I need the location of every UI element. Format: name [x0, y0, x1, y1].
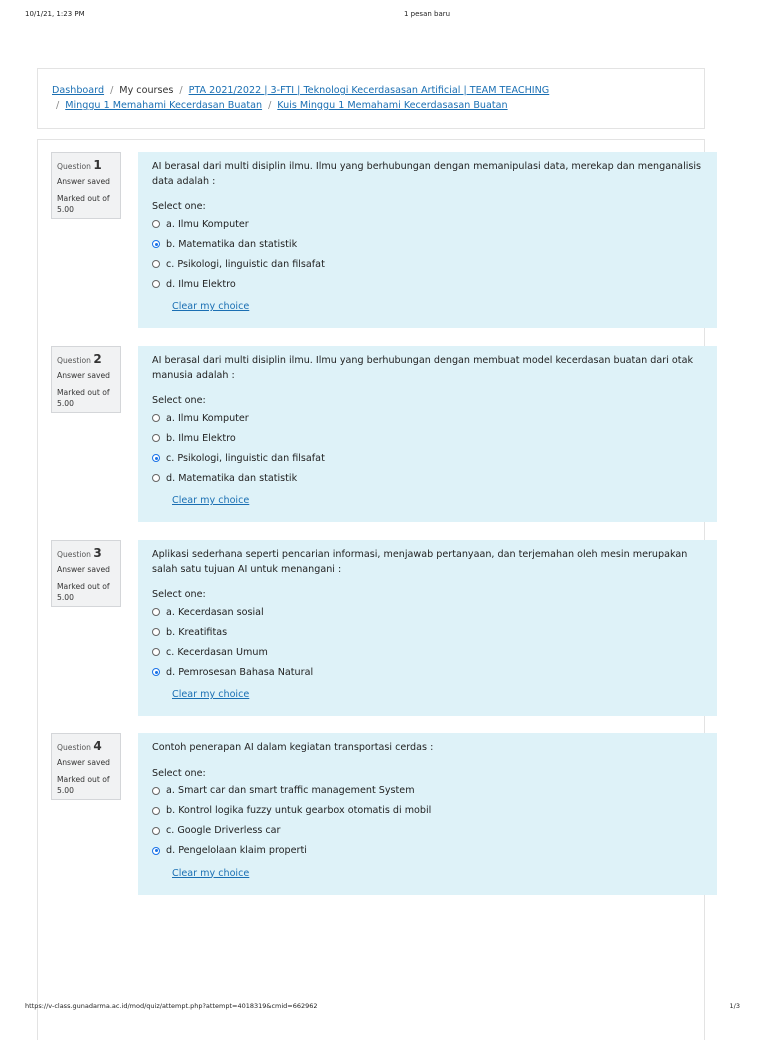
- question-content: [138, 346, 717, 522]
- answer-option[interactable]: [152, 254, 703, 274]
- answer-option-label: c. Kecerdasan Umum: [166, 646, 268, 658]
- answer-option[interactable]: [152, 214, 703, 234]
- answer-option-label: c. Psikologi, linguistic dan filsafat: [166, 452, 325, 464]
- question-text: Aplikasi sederhana seperti pencarian informasi, menjawab pertanyaan, dan terjemahan oleh mesin merupakan salah satu tujuan AI untuk menangani :: [152, 549, 688, 575]
- clear-my-choice-link[interactable]: Clear my choice: [172, 689, 250, 700]
- radio-icon[interactable]: [152, 260, 160, 268]
- select-one-prompt: Select one:: [152, 201, 206, 212]
- question-number: 4: [93, 739, 102, 753]
- radio-icon[interactable]: [152, 807, 160, 815]
- question-label: Question: [57, 743, 91, 752]
- breadcrumb-my-courses: My courses: [119, 85, 174, 96]
- question-state: Answer saved: [57, 177, 110, 186]
- breadcrumb-line-2: [56, 99, 508, 112]
- question-number: 2: [93, 352, 102, 366]
- answer-option-label: a. Kecerdasan sosial: [166, 606, 264, 618]
- question-state: Answer saved: [57, 565, 110, 574]
- radio-icon[interactable]: [152, 474, 160, 482]
- answer-option-label: d. Pengelolaan klaim properti: [166, 845, 307, 856]
- select-one-prompt: Select one:: [152, 767, 206, 779]
- answer-option[interactable]: [152, 841, 703, 861]
- answer-option-label: b. Kontrol logika fuzzy untuk gearbox otomatis di mobil: [166, 805, 432, 816]
- question-content: [138, 540, 717, 716]
- answer-option-label: c. Google Driverless car: [166, 825, 281, 836]
- breadcrumb-week[interactable]: Minggu 1 Memahami Kecerdasan Buatan: [65, 100, 263, 111]
- answer-option[interactable]: [152, 821, 703, 841]
- radio-icon[interactable]: [152, 280, 160, 288]
- question-label: Question: [57, 162, 91, 171]
- print-footer: [0, 1002, 768, 1016]
- radio-icon[interactable]: [152, 787, 160, 795]
- answer-option[interactable]: [152, 408, 703, 428]
- breadcrumb-separator: /: [110, 85, 114, 96]
- question-number: 3: [93, 546, 102, 560]
- question-info: [51, 540, 121, 607]
- answer-options: [152, 602, 703, 682]
- breadcrumb-separator: /: [268, 100, 272, 111]
- question-label: Question: [57, 550, 91, 559]
- question-marks: Marked out of 5.00: [57, 388, 110, 408]
- question-text: AI berasal dari multi disiplin ilmu. Ilmu yang berhubungan dengan membuat model kecerdasan buatan dari otak manusia adalah :: [152, 355, 694, 381]
- question-text: AI berasal dari multi disiplin ilmu. Ilmu yang berhubungan dengan memanipulasi data, merekap dan menganalisis data adalah :: [152, 161, 702, 187]
- question-number: 1: [93, 158, 102, 172]
- breadcrumb-card: [37, 68, 705, 129]
- print-datetime: 10/1/21, 1:23 PM: [25, 10, 85, 18]
- radio-icon[interactable]: [152, 608, 160, 616]
- question-marks: Marked out of 5.00: [57, 194, 110, 214]
- radio-icon[interactable]: [152, 220, 160, 228]
- answer-option-label: d. Ilmu Elektro: [166, 278, 236, 290]
- answer-option-label: a. Ilmu Komputer: [166, 412, 249, 424]
- answer-option-label: a. Ilmu Komputer: [166, 218, 249, 230]
- question-marks: Marked out of 5.00: [57, 775, 110, 795]
- question-content: [138, 733, 717, 895]
- answer-option[interactable]: [152, 642, 703, 662]
- radio-checked-icon[interactable]: [152, 668, 160, 676]
- select-one-prompt: Select one:: [152, 589, 206, 600]
- question-text: Contoh penerapan AI dalam kegiatan transportasi cerdas :: [152, 742, 434, 753]
- radio-icon[interactable]: [152, 648, 160, 656]
- clear-my-choice-link[interactable]: Clear my choice: [172, 495, 250, 506]
- breadcrumb-separator: /: [56, 100, 60, 111]
- print-page-number: 1/3: [729, 1002, 740, 1010]
- question-info: [51, 733, 121, 800]
- answer-option-label: b. Matematika dan statistik: [166, 238, 298, 250]
- print-header: [0, 10, 768, 24]
- answer-options: [152, 781, 703, 861]
- answer-option-label: b. Ilmu Elektro: [166, 432, 236, 444]
- answer-option[interactable]: [152, 781, 703, 801]
- radio-icon[interactable]: [152, 628, 160, 636]
- breadcrumb-course[interactable]: PTA 2021/2022 | 3-FTI | Teknologi Kecerdasasan Artificial | TEAM TEACHING: [188, 85, 550, 96]
- question-content: [138, 152, 717, 328]
- answer-option[interactable]: [152, 274, 703, 294]
- question-info: [51, 152, 121, 219]
- print-title: 1 pesan baru: [404, 10, 451, 18]
- answer-option[interactable]: [152, 602, 703, 622]
- question-marks: Marked out of 5.00: [57, 582, 110, 602]
- radio-icon[interactable]: [152, 434, 160, 442]
- radio-checked-icon[interactable]: [152, 847, 160, 855]
- answer-options: [152, 408, 703, 488]
- answer-option-label: d. Pemrosesan Bahasa Natural: [166, 666, 314, 678]
- clear-my-choice-link[interactable]: Clear my choice: [172, 301, 250, 312]
- answer-option-label: c. Psikologi, linguistic dan filsafat: [166, 258, 325, 270]
- question-state: Answer saved: [57, 371, 110, 380]
- radio-checked-icon[interactable]: [152, 240, 160, 248]
- answer-option-label: b. Kreatifitas: [166, 626, 228, 638]
- radio-checked-icon[interactable]: [152, 454, 160, 462]
- answer-option[interactable]: [152, 448, 703, 468]
- answer-option[interactable]: [152, 662, 703, 682]
- answer-options: [152, 214, 703, 294]
- breadcrumb-separator: /: [179, 85, 183, 96]
- breadcrumb-dashboard[interactable]: Dashboard: [52, 85, 105, 96]
- select-one-prompt: Select one:: [152, 395, 206, 406]
- answer-option-label: a. Smart car dan smart traffic management System: [166, 785, 415, 796]
- answer-option-label: d. Matematika dan statistik: [166, 472, 298, 484]
- answer-option[interactable]: [152, 801, 703, 821]
- answer-option[interactable]: [152, 622, 703, 642]
- answer-option[interactable]: [152, 234, 703, 254]
- question-state: Answer saved: [57, 758, 110, 767]
- print-url: https://v-class.gunadarma.ac.id/mod/quiz/attempt.php?attempt=4018319&cmid=662962: [25, 1002, 318, 1010]
- answer-option[interactable]: [152, 468, 703, 488]
- radio-icon[interactable]: [152, 414, 160, 422]
- question-label: Question: [57, 356, 91, 365]
- answer-option[interactable]: [152, 428, 703, 448]
- breadcrumb-line-1: [52, 84, 549, 97]
- breadcrumb-quiz[interactable]: Kuis Minggu 1 Memahami Kecerdasasan Buatan: [277, 100, 508, 111]
- radio-icon[interactable]: [152, 827, 160, 835]
- question-info: [51, 346, 121, 413]
- clear-my-choice-link[interactable]: Clear my choice: [172, 867, 250, 879]
